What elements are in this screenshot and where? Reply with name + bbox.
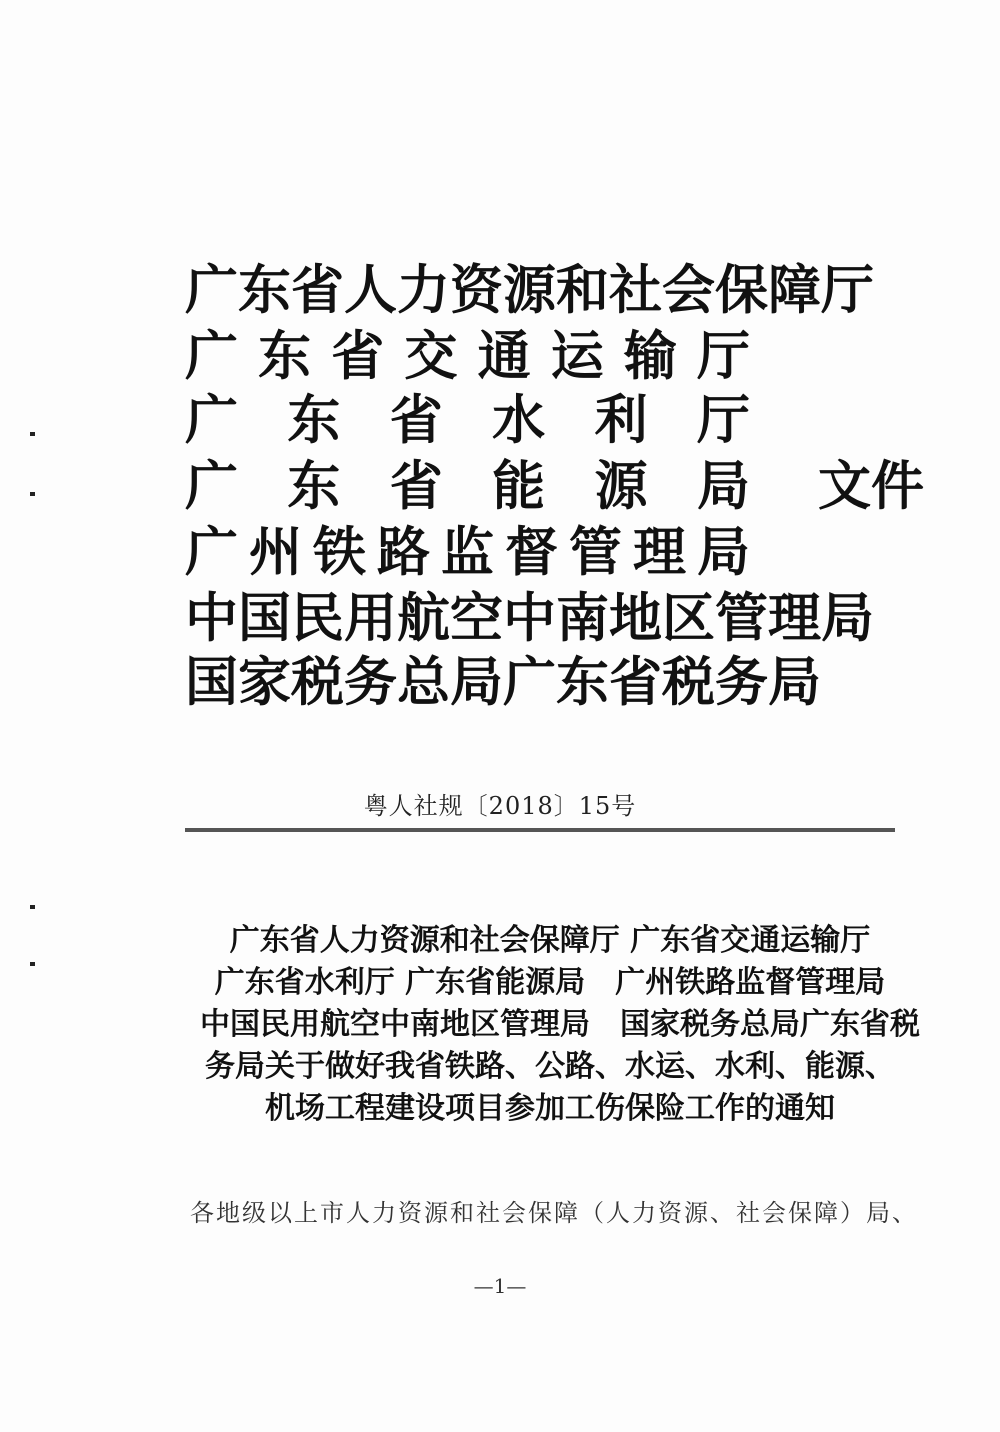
- agency-char: 广: [185, 389, 238, 451]
- agency-char: 地: [609, 587, 662, 649]
- document-number: 粤人社规〔2018〕15号: [363, 792, 637, 820]
- agency-line: [185, 650, 821, 714]
- agency-line: [185, 388, 750, 452]
- scan-mark: [30, 492, 35, 496]
- agency-char: 理: [633, 521, 686, 583]
- agency-char: 税: [291, 651, 344, 713]
- title-line: 机场工程建设项目参加工伤保险工作的通知: [265, 1091, 835, 1126]
- agency-char: 社: [609, 259, 662, 321]
- agency-char: 督: [505, 521, 558, 583]
- agency-char: 通: [477, 325, 531, 387]
- agency-char: 务: [344, 651, 397, 713]
- scan-mark: [30, 432, 35, 436]
- agency-line: [185, 258, 874, 322]
- agency-char: 国: [185, 651, 238, 713]
- agency-char: 广: [185, 325, 238, 387]
- agency-char: 源: [594, 455, 648, 517]
- agency-line: [185, 520, 750, 584]
- header-divider: [185, 828, 895, 832]
- agency-char: 税: [662, 651, 715, 713]
- agency-line: [185, 454, 750, 518]
- agency-char: 局: [768, 651, 821, 713]
- agency-char: 会: [662, 259, 715, 321]
- agency-char: 资: [450, 259, 503, 321]
- agency-char: 厅: [821, 259, 874, 321]
- agency-char: 局: [821, 587, 874, 649]
- title-line: 中国民用航空中南地区管理局 国家税务总局广东省税: [200, 1007, 920, 1042]
- agency-char: 人: [344, 259, 397, 321]
- agency-char: 总: [397, 651, 450, 713]
- salutation: 各地级以上市人力资源和社会保障（人力资源、社会保障）局、: [190, 1199, 918, 1227]
- agency-char: 南: [556, 587, 609, 649]
- agency-char: 铁: [313, 521, 366, 583]
- agency-char: 航: [397, 587, 450, 649]
- agency-char: 省: [609, 651, 662, 713]
- agency-char: 交: [404, 325, 458, 387]
- agency-char: 空: [450, 587, 503, 649]
- agency-char: 区: [662, 587, 715, 649]
- agency-char: 局: [450, 651, 503, 713]
- agency-char: 广: [185, 259, 238, 321]
- agency-char: 理: [768, 587, 821, 649]
- agency-char: 中: [185, 587, 238, 649]
- agency-char: 监: [441, 521, 494, 583]
- agency-char: 省: [389, 389, 443, 451]
- title-line: 广东省人力资源和社会保障厅 广东省交通运输厅: [229, 923, 871, 958]
- agency-char: 东: [556, 651, 609, 713]
- agency-char: 国: [238, 587, 291, 649]
- agency-line: [185, 586, 874, 650]
- title-line: 务局关于做好我省铁路、公路、水运、水利、能源、: [205, 1049, 895, 1084]
- agency-char: 民: [291, 587, 344, 649]
- agency-char: 力: [397, 259, 450, 321]
- agency-char: 务: [715, 651, 768, 713]
- agency-char: 保: [715, 259, 768, 321]
- agency-char: 厅: [696, 325, 750, 387]
- agency-char: 州: [249, 521, 302, 583]
- agency-char: 用: [344, 587, 397, 649]
- agency-char: 广: [185, 455, 238, 517]
- document-label: 文件: [818, 455, 924, 517]
- agency-char: 省: [331, 325, 385, 387]
- agency-char: 源: [503, 259, 556, 321]
- agency-line: [185, 324, 750, 388]
- agency-char: 管: [715, 587, 768, 649]
- scan-mark: [30, 962, 35, 966]
- agency-char: 局: [696, 455, 750, 517]
- agency-char: 东: [287, 389, 341, 451]
- agency-char: 东: [258, 325, 312, 387]
- agency-char: 管: [569, 521, 622, 583]
- agency-char: 东: [238, 259, 291, 321]
- agency-char: 运: [550, 325, 604, 387]
- agency-char: 路: [377, 521, 430, 583]
- title-line: 广东省水利厅 广东省能源局 广州铁路监督管理局: [214, 965, 886, 1000]
- agency-char: 水: [492, 389, 546, 451]
- agency-char: 省: [291, 259, 344, 321]
- agency-char: 利: [594, 389, 648, 451]
- agency-char: 局: [697, 521, 750, 583]
- agency-char: 省: [389, 455, 443, 517]
- agency-char: 厅: [696, 389, 750, 451]
- notice-title: [200, 920, 920, 1130]
- agency-char: 输: [623, 325, 677, 387]
- page-number: —1—: [473, 1274, 527, 1298]
- agency-char: 广: [185, 521, 238, 583]
- agency-char: 家: [238, 651, 291, 713]
- agency-char: 东: [287, 455, 341, 517]
- scan-mark: [30, 905, 35, 909]
- agency-char: 中: [503, 587, 556, 649]
- agency-char: 能: [492, 455, 546, 517]
- agency-char: 广: [503, 651, 556, 713]
- agency-char: 和: [556, 259, 609, 321]
- agency-char: 障: [768, 259, 821, 321]
